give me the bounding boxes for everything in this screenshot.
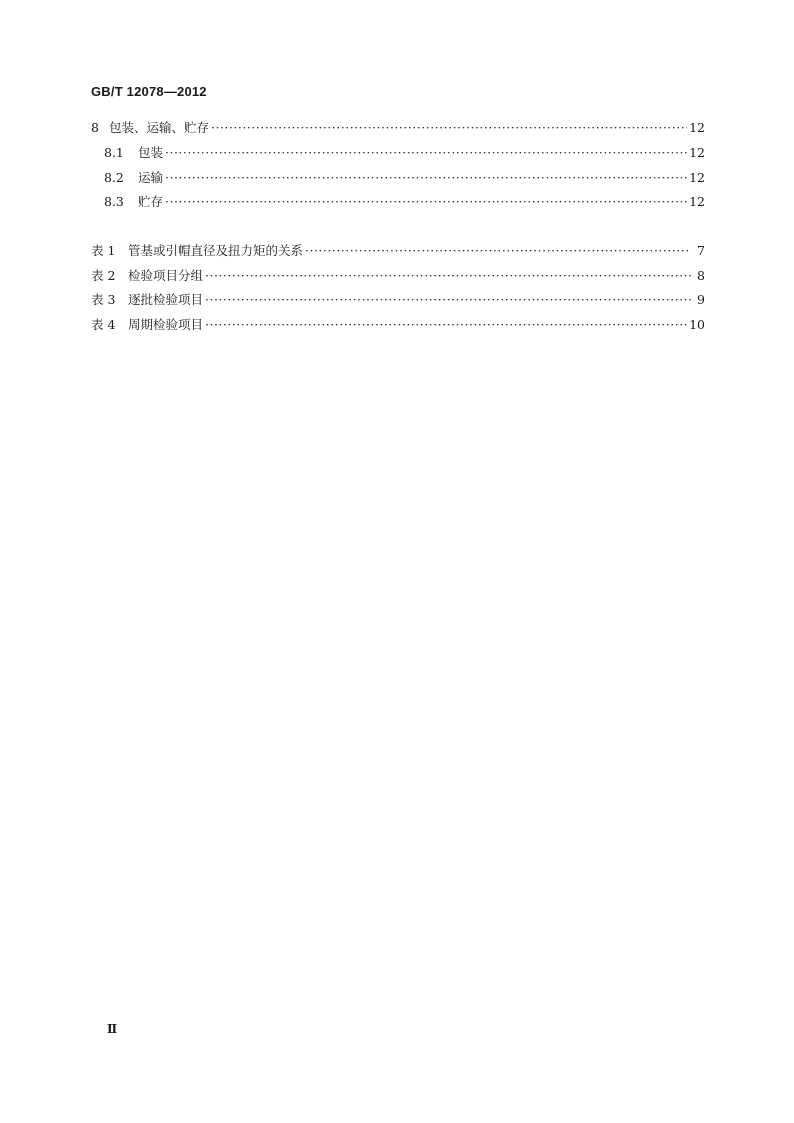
toc-entry-table-3[interactable] <box>91 291 705 309</box>
dot-leader <box>305 242 691 260</box>
toc-entry-number: 8 <box>91 120 99 135</box>
dot-leader <box>165 169 687 187</box>
toc-entry-page: 12 <box>689 170 705 185</box>
toc-entry-page: 9 <box>697 292 705 307</box>
dot-leader <box>205 316 687 334</box>
toc-entry-title: 周期检验项目 <box>128 317 204 332</box>
toc-entry-number: 8.2 <box>104 170 124 185</box>
toc-entry-table-1[interactable] <box>91 242 705 260</box>
toc-entry-number: 表 2 <box>91 268 116 283</box>
dot-leader <box>165 144 687 162</box>
toc-entry-number: 表 1 <box>91 243 116 258</box>
dot-leader <box>165 193 687 211</box>
dot-leader <box>211 119 687 137</box>
toc-entry-page: 7 <box>697 243 705 258</box>
toc-entry-title: 运输 <box>138 170 164 185</box>
toc-entry-section-8[interactable] <box>91 119 705 137</box>
standard-code-header: GB/T 12078—2012 <box>91 84 207 99</box>
toc-entry-section-8-2[interactable] <box>104 169 705 187</box>
toc-entry-number: 表 4 <box>91 317 116 332</box>
page-number-roman: Ⅱ <box>107 1022 118 1036</box>
toc-entry-table-4[interactable] <box>91 316 705 334</box>
toc-entry-page: 8 <box>697 268 705 283</box>
toc-entry-title: 检验项目分组 <box>128 268 204 283</box>
toc-entry-title: 逐批检验项目 <box>128 292 204 307</box>
toc-entry-page: 12 <box>689 194 705 209</box>
toc-entry-title: 贮存 <box>138 194 164 209</box>
toc-entry-page: 12 <box>689 145 705 160</box>
toc-entry-page: 10 <box>689 317 705 332</box>
toc-entry-section-8-1[interactable] <box>104 144 705 162</box>
toc-entry-section-8-3[interactable] <box>104 193 705 211</box>
toc-entry-table-2[interactable] <box>91 267 705 285</box>
toc-entry-number: 8.1 <box>104 145 124 160</box>
toc-entry-title: 包装、运输、贮存 <box>109 120 210 135</box>
toc-entry-page: 12 <box>689 120 705 135</box>
dot-leader <box>205 267 691 285</box>
toc-entry-number: 表 3 <box>91 292 116 307</box>
toc-entry-title: 管基或引帽直径及扭力矩的关系 <box>128 243 304 258</box>
toc-entry-number: 8.3 <box>104 194 124 209</box>
dot-leader <box>205 291 691 309</box>
toc-entry-title: 包装 <box>138 145 164 160</box>
